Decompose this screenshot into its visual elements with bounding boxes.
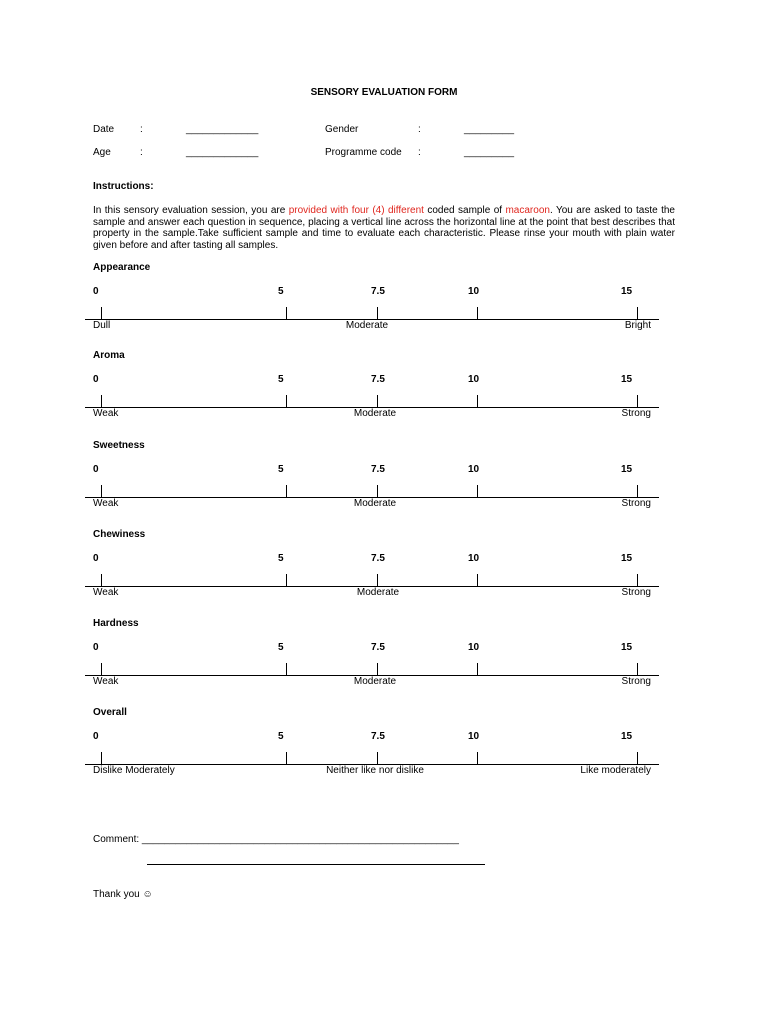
scale-tick [101, 752, 102, 764]
scale-tick [377, 485, 378, 497]
scale-number: 7.5 [371, 286, 385, 297]
scale-number: 7.5 [371, 731, 385, 742]
scale-number: 15 [621, 286, 633, 297]
scale-number: 10 [468, 642, 480, 653]
gender-label: Gender [325, 124, 359, 135]
scale-tick [637, 485, 638, 497]
scale-number: 7.5 [371, 553, 385, 564]
age-label: Age [93, 147, 111, 158]
section-heading: Overall [93, 707, 127, 718]
scale-tick [637, 574, 638, 586]
scale-anchor-right: Strong [621, 408, 651, 419]
scale-number: 0 [93, 374, 99, 385]
scale-number: 10 [468, 553, 480, 564]
scale-anchor-middle: Moderate [353, 408, 397, 419]
scale-tick [477, 752, 478, 764]
scale-anchor-middle: Moderate [353, 498, 397, 509]
scale-tick [286, 395, 287, 407]
scale-tick [477, 307, 478, 319]
programme-colon: : [418, 147, 421, 158]
scale-number: 10 [468, 374, 480, 385]
scale-tick [477, 395, 478, 407]
scale-number: 7.5 [371, 374, 385, 385]
instructions-highlight-samples: provided with four (4) different [288, 205, 424, 216]
scale-tick [101, 395, 102, 407]
scale-anchor-middle: Moderate [345, 320, 389, 331]
scale-anchor-left: Dull [93, 320, 111, 331]
scale-tick [377, 395, 378, 407]
scale-tick [377, 752, 378, 764]
scale-anchor-right: Like moderately [580, 765, 651, 776]
instructions-part-2: coded sample of [423, 205, 506, 216]
scale-number: 0 [93, 642, 99, 653]
date-colon: : [140, 124, 143, 135]
scale-tick [377, 574, 378, 586]
scale-tick [477, 485, 478, 497]
scale-number: 0 [93, 731, 99, 742]
scale-tick [377, 663, 378, 675]
scale-anchor-middle: Neither like nor dislike [326, 765, 424, 776]
age-field[interactable]: _____________ [186, 147, 259, 158]
scale-number: 5 [278, 464, 284, 475]
date-label: Date [93, 124, 115, 135]
instructions-part-3: . You are asked to taste the sample and answer each question in sequence, placing a vertical line across the horizontal line at the point that best describes that property in the sample.Take sufficient sample and time to evaluate each characteristic. Please rinse your mouth with plain water given before and after tasting all samples. [93, 205, 675, 251]
scale-number: 15 [621, 374, 633, 385]
comment-field[interactable] [93, 834, 459, 845]
scale-tick [286, 752, 287, 764]
programme-code-field[interactable]: _________ [464, 147, 515, 158]
scale-number: 10 [468, 731, 480, 742]
instructions-highlight-product: macaroon [505, 205, 550, 216]
scale-number: 5 [278, 553, 284, 564]
scale-number: 0 [93, 553, 99, 564]
instructions-text [93, 205, 675, 251]
section-heading: Aroma [93, 350, 125, 361]
rating-section-sweetness [0, 440, 768, 520]
programme-code-label: Programme code [325, 147, 402, 158]
scale-tick [637, 395, 638, 407]
section-heading: Sweetness [93, 440, 145, 451]
section-heading: Hardness [93, 618, 139, 629]
rating-section-appearance [0, 262, 768, 342]
comment-line-2[interactable] [147, 864, 485, 865]
scale-anchor-right: Bright [624, 320, 651, 331]
scale-number: 7.5 [371, 464, 385, 475]
scale-anchor-middle: Moderate [353, 676, 397, 687]
instructions-part-1: In this sensory evaluation session, you are [93, 205, 289, 216]
scale-anchor-middle: Moderate [356, 587, 400, 598]
scale-number: 10 [468, 286, 480, 297]
scale-anchor-right: Strong [621, 498, 651, 509]
scale-tick [101, 663, 102, 675]
scale-anchor-right: Strong [621, 587, 651, 598]
thank-you-text: Thank you ☺ [93, 889, 153, 900]
scale-tick [101, 307, 102, 319]
scale-number: 15 [621, 731, 633, 742]
scale-number: 15 [621, 464, 633, 475]
scale-tick [477, 574, 478, 586]
instructions-heading: Instructions: [93, 181, 154, 192]
scale-anchor-left: Weak [93, 587, 119, 598]
scale-anchor-left: Weak [93, 676, 119, 687]
scale-number: 7.5 [371, 642, 385, 653]
scale-anchor-left: Dislike Moderately [93, 765, 175, 776]
form-title: SENSORY EVALUATION FORM [310, 87, 458, 98]
scale-number: 5 [278, 642, 284, 653]
section-heading: Appearance [93, 262, 151, 273]
scale-anchor-left: Weak [93, 498, 119, 509]
scale-tick [286, 485, 287, 497]
scale-number: 5 [278, 731, 284, 742]
comment-line-1: _________________________________________________________ [141, 834, 459, 845]
rating-section-aroma [0, 350, 768, 430]
comment-label: Comment: [93, 834, 142, 845]
date-field[interactable]: _____________ [186, 124, 259, 135]
scale-tick [286, 307, 287, 319]
scale-anchor-right: Strong [621, 676, 651, 687]
scale-tick [637, 752, 638, 764]
rating-section-overall [0, 707, 768, 787]
scale-number: 5 [278, 374, 284, 385]
rating-section-hardness [0, 618, 768, 698]
scale-tick [286, 574, 287, 586]
scale-tick [477, 663, 478, 675]
rating-section-chewiness [0, 529, 768, 609]
scale-tick [377, 307, 378, 319]
scale-number: 15 [621, 642, 633, 653]
gender-colon: : [418, 124, 421, 135]
scale-number: 5 [278, 286, 284, 297]
scale-tick [101, 485, 102, 497]
scale-anchor-left: Weak [93, 408, 119, 419]
scale-tick [637, 663, 638, 675]
scale-tick [101, 574, 102, 586]
scale-number: 10 [468, 464, 480, 475]
scale-number: 15 [621, 553, 633, 564]
section-heading: Chewiness [93, 529, 146, 540]
age-colon: : [140, 147, 143, 158]
scale-number: 0 [93, 286, 99, 297]
scale-tick [637, 307, 638, 319]
gender-field[interactable]: _________ [464, 124, 515, 135]
scale-number: 0 [93, 464, 99, 475]
scale-tick [286, 663, 287, 675]
